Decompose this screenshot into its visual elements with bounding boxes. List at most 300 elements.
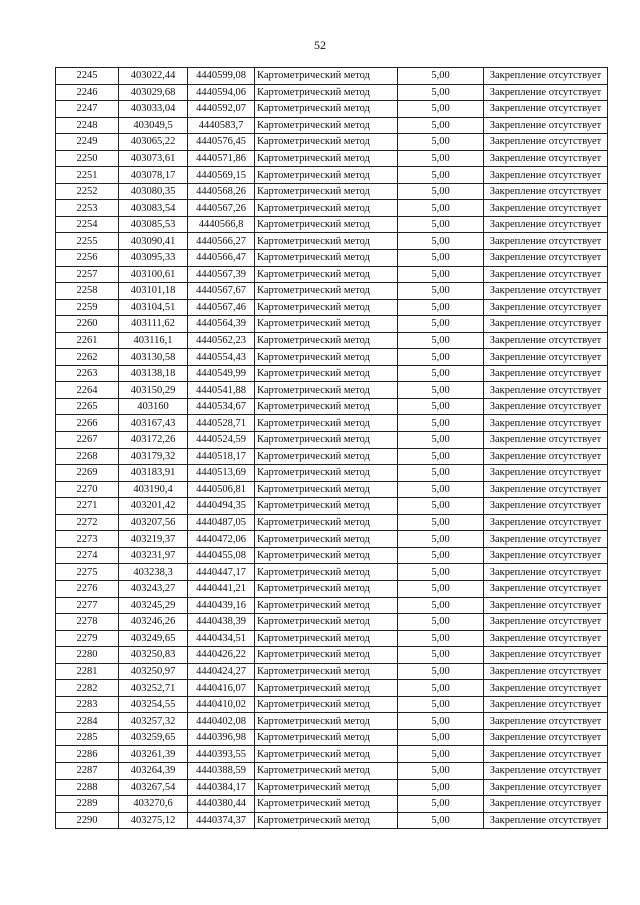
accuracy-cell: 5,00 (398, 498, 484, 515)
fixing-cell: Закрепление отсутствует (484, 680, 608, 697)
table-row (56, 696, 608, 713)
point-number-cell: 2284 (56, 713, 119, 730)
method-cell: Картометрический метод (255, 283, 398, 300)
accuracy-cell: 5,00 (398, 150, 484, 167)
y-coordinate-cell: 4440568,26 (188, 183, 255, 200)
accuracy-cell: 5,00 (398, 796, 484, 813)
table-row (56, 266, 608, 283)
fixing-cell: Закрепление отсутствует (484, 432, 608, 449)
accuracy-cell: 5,00 (398, 531, 484, 548)
x-coordinate-cell: 403246,26 (119, 614, 188, 631)
method-cell: Картометрический метод (255, 663, 398, 680)
table-row (56, 498, 608, 515)
x-coordinate-cell: 403022,44 (119, 68, 188, 85)
y-coordinate-cell: 4440524,59 (188, 432, 255, 449)
y-coordinate-cell: 4440554,43 (188, 349, 255, 366)
method-cell: Картометрический метод (255, 647, 398, 664)
table-row (56, 398, 608, 415)
accuracy-cell: 5,00 (398, 663, 484, 680)
x-coordinate-cell: 403080,35 (119, 183, 188, 200)
table-row (56, 299, 608, 316)
x-coordinate-cell: 403065,22 (119, 134, 188, 151)
accuracy-cell: 5,00 (398, 514, 484, 531)
method-cell: Картометрический метод (255, 796, 398, 813)
fixing-cell: Закрепление отсутствует (484, 349, 608, 366)
point-number-cell: 2267 (56, 432, 119, 449)
accuracy-cell: 5,00 (398, 134, 484, 151)
point-number-cell: 2249 (56, 134, 119, 151)
accuracy-cell: 5,00 (398, 68, 484, 85)
method-cell: Картометрический метод (255, 415, 398, 432)
page-number: 52 (314, 38, 326, 52)
method-cell: Картометрический метод (255, 365, 398, 382)
method-cell: Картометрический метод (255, 398, 398, 415)
table-row (56, 465, 608, 482)
table-row (56, 762, 608, 779)
fixing-cell: Закрепление отсутствует (484, 514, 608, 531)
accuracy-cell: 5,00 (398, 250, 484, 267)
table-row (56, 796, 608, 813)
y-coordinate-cell: 4440402,08 (188, 713, 255, 730)
fixing-cell: Закрепление отсутствует (484, 547, 608, 564)
x-coordinate-cell: 403029,68 (119, 84, 188, 101)
accuracy-cell: 5,00 (398, 779, 484, 796)
accuracy-cell: 5,00 (398, 200, 484, 217)
fixing-cell: Закрепление отсутствует (484, 630, 608, 647)
accuracy-cell: 5,00 (398, 233, 484, 250)
fixing-cell: Закрепление отсутствует (484, 84, 608, 101)
method-cell: Картометрический метод (255, 779, 398, 796)
x-coordinate-cell: 403238,3 (119, 564, 188, 581)
point-number-cell: 2281 (56, 663, 119, 680)
method-cell: Картометрический метод (255, 762, 398, 779)
y-coordinate-cell: 4440487,05 (188, 514, 255, 531)
method-cell: Картометрический метод (255, 84, 398, 101)
point-number-cell: 2280 (56, 647, 119, 664)
point-number-cell: 2285 (56, 729, 119, 746)
point-number-cell: 2262 (56, 349, 119, 366)
x-coordinate-cell: 403264,39 (119, 762, 188, 779)
method-cell: Картометрический метод (255, 680, 398, 697)
fixing-cell: Закрепление отсутствует (484, 216, 608, 233)
method-cell: Картометрический метод (255, 382, 398, 399)
x-coordinate-cell: 403261,39 (119, 746, 188, 763)
accuracy-cell: 5,00 (398, 564, 484, 581)
point-number-cell: 2288 (56, 779, 119, 796)
point-number-cell: 2266 (56, 415, 119, 432)
x-coordinate-cell: 403130,58 (119, 349, 188, 366)
method-cell: Картометрический метод (255, 183, 398, 200)
x-coordinate-cell: 403183,91 (119, 465, 188, 482)
table-row (56, 597, 608, 614)
method-cell: Картометрический метод (255, 812, 398, 829)
x-coordinate-cell: 403207,56 (119, 514, 188, 531)
table-row (56, 680, 608, 697)
y-coordinate-cell: 4440455,08 (188, 547, 255, 564)
method-cell: Картометрический метод (255, 564, 398, 581)
accuracy-cell: 5,00 (398, 349, 484, 366)
accuracy-cell: 5,00 (398, 465, 484, 482)
fixing-cell: Закрепление отсутствует (484, 729, 608, 746)
table-row (56, 283, 608, 300)
method-cell: Картометрический метод (255, 167, 398, 184)
fixing-cell: Закрепление отсутствует (484, 266, 608, 283)
accuracy-cell: 5,00 (398, 266, 484, 283)
x-coordinate-cell: 403078,17 (119, 167, 188, 184)
method-cell: Картометрический метод (255, 531, 398, 548)
method-cell: Картометрический метод (255, 432, 398, 449)
x-coordinate-cell: 403111,62 (119, 316, 188, 333)
point-number-cell: 2277 (56, 597, 119, 614)
method-cell: Картометрический метод (255, 547, 398, 564)
point-number-cell: 2248 (56, 117, 119, 134)
x-coordinate-cell: 403160 (119, 398, 188, 415)
accuracy-cell: 5,00 (398, 117, 484, 134)
accuracy-cell: 5,00 (398, 101, 484, 118)
table-row (56, 812, 608, 829)
accuracy-cell: 5,00 (398, 316, 484, 333)
y-coordinate-cell: 4440594,06 (188, 84, 255, 101)
table-row (56, 84, 608, 101)
point-number-cell: 2268 (56, 448, 119, 465)
x-coordinate-cell: 403249,65 (119, 630, 188, 647)
method-cell: Картометрический метод (255, 713, 398, 730)
point-number-cell: 2269 (56, 465, 119, 482)
table-row (56, 150, 608, 167)
table-row (56, 382, 608, 399)
y-coordinate-cell: 4440374,37 (188, 812, 255, 829)
fixing-cell: Закрепление отсутствует (484, 183, 608, 200)
y-coordinate-cell: 4440599,08 (188, 68, 255, 85)
point-number-cell: 2289 (56, 796, 119, 813)
fixing-cell: Закрепление отсутствует (484, 448, 608, 465)
point-number-cell: 2263 (56, 365, 119, 382)
accuracy-cell: 5,00 (398, 216, 484, 233)
x-coordinate-cell: 403231,97 (119, 547, 188, 564)
method-cell: Картометрический метод (255, 481, 398, 498)
method-cell: Картометрический метод (255, 614, 398, 631)
y-coordinate-cell: 4440416,07 (188, 680, 255, 697)
table-row (56, 117, 608, 134)
method-cell: Картометрический метод (255, 117, 398, 134)
x-coordinate-cell: 403104,51 (119, 299, 188, 316)
point-number-cell: 2257 (56, 266, 119, 283)
y-coordinate-cell: 4440576,45 (188, 134, 255, 151)
y-coordinate-cell: 4440541,88 (188, 382, 255, 399)
x-coordinate-cell: 403267,54 (119, 779, 188, 796)
point-number-cell: 2283 (56, 696, 119, 713)
table-row (56, 216, 608, 233)
table-row (56, 713, 608, 730)
fixing-cell: Закрепление отсутствует (484, 316, 608, 333)
table-row (56, 134, 608, 151)
accuracy-cell: 5,00 (398, 481, 484, 498)
method-cell: Картометрический метод (255, 465, 398, 482)
y-coordinate-cell: 4440380,44 (188, 796, 255, 813)
method-cell: Картометрический метод (255, 316, 398, 333)
y-coordinate-cell: 4440393,55 (188, 746, 255, 763)
table-row (56, 531, 608, 548)
method-cell: Картометрический метод (255, 729, 398, 746)
accuracy-cell: 5,00 (398, 432, 484, 449)
x-coordinate-cell: 403201,42 (119, 498, 188, 515)
method-cell: Картометрический метод (255, 349, 398, 366)
method-cell: Картометрический метод (255, 250, 398, 267)
fixing-cell: Закрепление отсутствует (484, 200, 608, 217)
accuracy-cell: 5,00 (398, 696, 484, 713)
table-row (56, 183, 608, 200)
accuracy-cell: 5,00 (398, 729, 484, 746)
x-coordinate-cell: 403167,43 (119, 415, 188, 432)
accuracy-cell: 5,00 (398, 713, 484, 730)
y-coordinate-cell: 4440410,02 (188, 696, 255, 713)
y-coordinate-cell: 4440396,98 (188, 729, 255, 746)
point-number-cell: 2276 (56, 580, 119, 597)
y-coordinate-cell: 4440567,39 (188, 266, 255, 283)
y-coordinate-cell: 4440569,15 (188, 167, 255, 184)
accuracy-cell: 5,00 (398, 332, 484, 349)
fixing-cell: Закрепление отсутствует (484, 779, 608, 796)
accuracy-cell: 5,00 (398, 630, 484, 647)
point-number-cell: 2286 (56, 746, 119, 763)
x-coordinate-cell: 403073,61 (119, 150, 188, 167)
fixing-cell: Закрепление отсутствует (484, 101, 608, 118)
point-number-cell: 2290 (56, 812, 119, 829)
method-cell: Картометрический метод (255, 266, 398, 283)
table-row (56, 779, 608, 796)
y-coordinate-cell: 4440513,69 (188, 465, 255, 482)
accuracy-cell: 5,00 (398, 167, 484, 184)
method-cell: Картометрический метод (255, 216, 398, 233)
accuracy-cell: 5,00 (398, 415, 484, 432)
point-number-cell: 2274 (56, 547, 119, 564)
x-coordinate-cell: 403250,97 (119, 663, 188, 680)
x-coordinate-cell: 403245,29 (119, 597, 188, 614)
x-coordinate-cell: 403275,12 (119, 812, 188, 829)
x-coordinate-cell: 403172,26 (119, 432, 188, 449)
x-coordinate-cell: 403150,29 (119, 382, 188, 399)
accuracy-cell: 5,00 (398, 680, 484, 697)
accuracy-cell: 5,00 (398, 746, 484, 763)
accuracy-cell: 5,00 (398, 547, 484, 564)
fixing-cell: Закрепление отсутствует (484, 812, 608, 829)
x-coordinate-cell: 403083,54 (119, 200, 188, 217)
table-row (56, 746, 608, 763)
accuracy-cell: 5,00 (398, 647, 484, 664)
y-coordinate-cell: 4440566,47 (188, 250, 255, 267)
y-coordinate-cell: 4440567,67 (188, 283, 255, 300)
x-coordinate-cell: 403257,32 (119, 713, 188, 730)
x-coordinate-cell: 403049,5 (119, 117, 188, 134)
point-number-cell: 2256 (56, 250, 119, 267)
fixing-cell: Закрепление отсутствует (484, 647, 608, 664)
table-row (56, 332, 608, 349)
fixing-cell: Закрепление отсутствует (484, 746, 608, 763)
table-row (56, 250, 608, 267)
y-coordinate-cell: 4440439,16 (188, 597, 255, 614)
accuracy-cell: 5,00 (398, 382, 484, 399)
point-number-cell: 2272 (56, 514, 119, 531)
y-coordinate-cell: 4440438,39 (188, 614, 255, 631)
point-number-cell: 2251 (56, 167, 119, 184)
accuracy-cell: 5,00 (398, 365, 484, 382)
method-cell: Картометрический метод (255, 233, 398, 250)
x-coordinate-cell: 403250,83 (119, 647, 188, 664)
y-coordinate-cell: 4440549,99 (188, 365, 255, 382)
y-coordinate-cell: 4440441,21 (188, 580, 255, 597)
accuracy-cell: 5,00 (398, 762, 484, 779)
x-coordinate-cell: 403138,18 (119, 365, 188, 382)
accuracy-cell: 5,00 (398, 812, 484, 829)
coordinates-table (55, 67, 608, 829)
x-coordinate-cell: 403085,53 (119, 216, 188, 233)
x-coordinate-cell: 403259,65 (119, 729, 188, 746)
accuracy-cell: 5,00 (398, 299, 484, 316)
y-coordinate-cell: 4440566,8 (188, 216, 255, 233)
fixing-cell: Закрепление отсутствует (484, 299, 608, 316)
accuracy-cell: 5,00 (398, 580, 484, 597)
y-coordinate-cell: 4440562,23 (188, 332, 255, 349)
table-row (56, 547, 608, 564)
fixing-cell: Закрепление отсутствует (484, 696, 608, 713)
table-row (56, 415, 608, 432)
point-number-cell: 2260 (56, 316, 119, 333)
fixing-cell: Закрепление отсутствует (484, 415, 608, 432)
table-row (56, 101, 608, 118)
method-cell: Картометрический метод (255, 134, 398, 151)
accuracy-cell: 5,00 (398, 448, 484, 465)
point-number-cell: 2245 (56, 68, 119, 85)
fixing-cell: Закрепление отсутствует (484, 481, 608, 498)
y-coordinate-cell: 4440534,67 (188, 398, 255, 415)
x-coordinate-cell: 403254,55 (119, 696, 188, 713)
fixing-cell: Закрепление отсутствует (484, 564, 608, 581)
table-row (56, 614, 608, 631)
y-coordinate-cell: 4440426,22 (188, 647, 255, 664)
fixing-cell: Закрепление отсутствует (484, 250, 608, 267)
fixing-cell: Закрепление отсутствует (484, 531, 608, 548)
point-number-cell: 2246 (56, 84, 119, 101)
point-number-cell: 2253 (56, 200, 119, 217)
method-cell: Картометрический метод (255, 597, 398, 614)
point-number-cell: 2254 (56, 216, 119, 233)
fixing-cell: Закрепление отсутствует (484, 762, 608, 779)
table-row (56, 663, 608, 680)
point-number-cell: 2258 (56, 283, 119, 300)
point-number-cell: 2275 (56, 564, 119, 581)
accuracy-cell: 5,00 (398, 597, 484, 614)
x-coordinate-cell: 403090,41 (119, 233, 188, 250)
y-coordinate-cell: 4440447,17 (188, 564, 255, 581)
fixing-cell: Закрепление отсутствует (484, 597, 608, 614)
y-coordinate-cell: 4440567,46 (188, 299, 255, 316)
y-coordinate-cell: 4440566,27 (188, 233, 255, 250)
fixing-cell: Закрепление отсутствует (484, 498, 608, 515)
point-number-cell: 2259 (56, 299, 119, 316)
accuracy-cell: 5,00 (398, 183, 484, 200)
fixing-cell: Закрепление отсутствует (484, 365, 608, 382)
y-coordinate-cell: 4440388,59 (188, 762, 255, 779)
fixing-cell: Закрепление отсутствует (484, 398, 608, 415)
method-cell: Картометрический метод (255, 630, 398, 647)
table-row (56, 233, 608, 250)
method-cell: Картометрический метод (255, 448, 398, 465)
point-number-cell: 2279 (56, 630, 119, 647)
fixing-cell: Закрепление отсутствует (484, 117, 608, 134)
fixing-cell: Закрепление отсутствует (484, 167, 608, 184)
method-cell: Картометрический метод (255, 696, 398, 713)
point-number-cell: 2282 (56, 680, 119, 697)
y-coordinate-cell: 4440571,86 (188, 150, 255, 167)
fixing-cell: Закрепление отсутствует (484, 332, 608, 349)
x-coordinate-cell: 403190,4 (119, 481, 188, 498)
y-coordinate-cell: 4440494,35 (188, 498, 255, 515)
x-coordinate-cell: 403270,6 (119, 796, 188, 813)
table-row (56, 481, 608, 498)
table-row (56, 167, 608, 184)
y-coordinate-cell: 4440567,26 (188, 200, 255, 217)
point-number-cell: 2264 (56, 382, 119, 399)
fixing-cell: Закрепление отсутствует (484, 134, 608, 151)
table-row (56, 200, 608, 217)
fixing-cell: Закрепление отсутствует (484, 382, 608, 399)
x-coordinate-cell: 403033,04 (119, 101, 188, 118)
x-coordinate-cell: 403219,37 (119, 531, 188, 548)
accuracy-cell: 5,00 (398, 614, 484, 631)
method-cell: Картометрический метод (255, 498, 398, 515)
point-number-cell: 2255 (56, 233, 119, 250)
x-coordinate-cell: 403243,27 (119, 580, 188, 597)
method-cell: Картометрический метод (255, 746, 398, 763)
table-row (56, 630, 608, 647)
coordinates-table-body (56, 68, 608, 829)
y-coordinate-cell: 4440583,7 (188, 117, 255, 134)
point-number-cell: 2247 (56, 101, 119, 118)
fixing-cell: Закрепление отсутствует (484, 713, 608, 730)
fixing-cell: Закрепление отсутствует (484, 465, 608, 482)
fixing-cell: Закрепление отсутствует (484, 68, 608, 85)
point-number-cell: 2261 (56, 332, 119, 349)
method-cell: Картометрический метод (255, 200, 398, 217)
fixing-cell: Закрепление отсутствует (484, 580, 608, 597)
point-number-cell: 2270 (56, 481, 119, 498)
fixing-cell: Закрепление отсутствует (484, 283, 608, 300)
x-coordinate-cell: 403116,1 (119, 332, 188, 349)
accuracy-cell: 5,00 (398, 283, 484, 300)
method-cell: Картометрический метод (255, 101, 398, 118)
table-row (56, 514, 608, 531)
fixing-cell: Закрепление отсутствует (484, 614, 608, 631)
y-coordinate-cell: 4440472,06 (188, 531, 255, 548)
method-cell: Картометрический метод (255, 150, 398, 167)
table-row (56, 68, 608, 85)
table-row (56, 564, 608, 581)
accuracy-cell: 5,00 (398, 84, 484, 101)
y-coordinate-cell: 4440434,51 (188, 630, 255, 647)
x-coordinate-cell: 403095,33 (119, 250, 188, 267)
method-cell: Картометрический метод (255, 514, 398, 531)
x-coordinate-cell: 403179,32 (119, 448, 188, 465)
y-coordinate-cell: 4440506,81 (188, 481, 255, 498)
y-coordinate-cell: 4440384,17 (188, 779, 255, 796)
y-coordinate-cell: 4440592,07 (188, 101, 255, 118)
point-number-cell: 2250 (56, 150, 119, 167)
fixing-cell: Закрепление отсутствует (484, 233, 608, 250)
point-number-cell: 2271 (56, 498, 119, 515)
method-cell: Картометрический метод (255, 580, 398, 597)
point-number-cell: 2273 (56, 531, 119, 548)
y-coordinate-cell: 4440518,17 (188, 448, 255, 465)
